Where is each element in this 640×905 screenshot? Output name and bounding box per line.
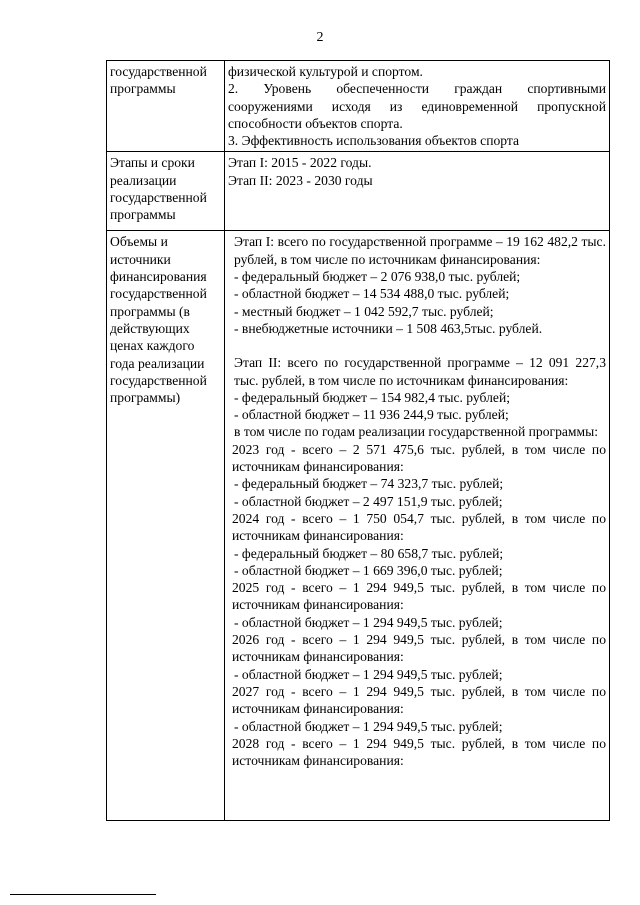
year-item: - областной бюджет – 1 294 949,5 тыс. рублей;: [234, 718, 503, 734]
year-item: - областной бюджет – 2 497 151,9 тыс. рублей;: [234, 493, 503, 509]
table-row-indicators: [107, 61, 610, 152]
row-label: государственной программы: [107, 61, 225, 152]
year-item: - областной бюджет – 1 669 396,0 тыс. рублей;: [234, 562, 503, 578]
indicator-line: 2. Уровень обеспеченности граждан спортивными сооружениями исходя из единовременной пропускной способности объектов спорта.: [228, 81, 606, 131]
stage2-item: - федеральный бюджет – 154 982,4 тыс. рублей;: [234, 389, 510, 405]
year-total: 2024 год - всего – 1 750 054,7 тыс. рублей, в том числе по источникам финансирования:: [232, 510, 606, 544]
year-item: - федеральный бюджет – 74 323,7 тыс. рублей;: [234, 476, 504, 492]
row-value-indicators: [225, 61, 610, 152]
table-row-financing: [107, 231, 610, 821]
spacer: [228, 337, 606, 354]
stage1-item: - областной бюджет – 14 534 488,0 тыс. рублей;: [234, 286, 510, 302]
stage2-item: - областной бюджет – 11 936 244,9 тыс. рублей;: [234, 407, 509, 423]
year-total: 2023 год - всего – 2 571 475,6 тыс. рублей, в том числе по источникам финансирования:: [232, 441, 606, 475]
program-passport-table: [106, 60, 610, 821]
stage-line: Этап I: 2015 - 2022 годы.: [228, 155, 372, 171]
year-total: 2025 год - всего – 1 294 949,5 тыс. рублей, в том числе по источникам финансирования:: [232, 580, 606, 613]
page-number: 2: [316, 30, 324, 45]
row-value-stages: [225, 152, 610, 231]
stage-line: Этап II: 2023 - 2030 годы: [228, 172, 373, 188]
year-item: - областной бюджет – 1 294 949,5 тыс. рублей;: [234, 614, 503, 630]
year-total: 2027 год - всего – 1 294 949,5 тыс. рублей, в том числе по источникам финансирования:: [232, 683, 606, 717]
indicator-line: 3. Эффективность использования объектов спорта: [228, 133, 520, 149]
stage1-intro: Этап I: всего по государственной программе – 19 162 482,2 тыс. рублей, в том числе по источникам финансирования:: [234, 234, 606, 267]
year-total: 2026 год - всего – 1 294 949,5 тыс. рублей, в том числе по источникам финансирования:: [232, 632, 606, 665]
year-total: 2028 год - всего – 1 294 949,5 тыс. рублей, в том числе по источникам финансирования:: [232, 735, 606, 769]
row-label: Объемы и источники финансирования государственной программы (в действующих ценах каждого года реализации государственной программы): [107, 231, 225, 821]
row-value-financing: [225, 231, 610, 821]
table-row-stages: [107, 152, 610, 231]
year-item: - федеральный бюджет – 80 658,7 тыс. рублей;: [234, 545, 504, 561]
stage1-item: - федеральный бюджет – 2 076 938,0 тыс. рублей;: [234, 269, 521, 285]
indicator-line: физической культурой и спортом.: [228, 64, 423, 79]
stage1-item: - местный бюджет – 1 042 592,7 тыс. рублей;: [234, 303, 494, 319]
year-item: - областной бюджет – 1 294 949,5 тыс. рублей;: [234, 666, 503, 682]
footnote-separator: [10, 894, 156, 895]
stage2-intro: Этап II: всего по государственной программе – 12 091 227,3 тыс. рублей, в том числе по источникам финансирования:: [234, 355, 606, 388]
stage1-item: - внебюджетные источники – 1 508 463,5тыс. рублей.: [234, 320, 543, 336]
row-label: Этапы и сроки реализации государственной программы: [107, 152, 225, 231]
by-years-intro: в том числе по годам реализации государственной программы:: [234, 424, 599, 440]
